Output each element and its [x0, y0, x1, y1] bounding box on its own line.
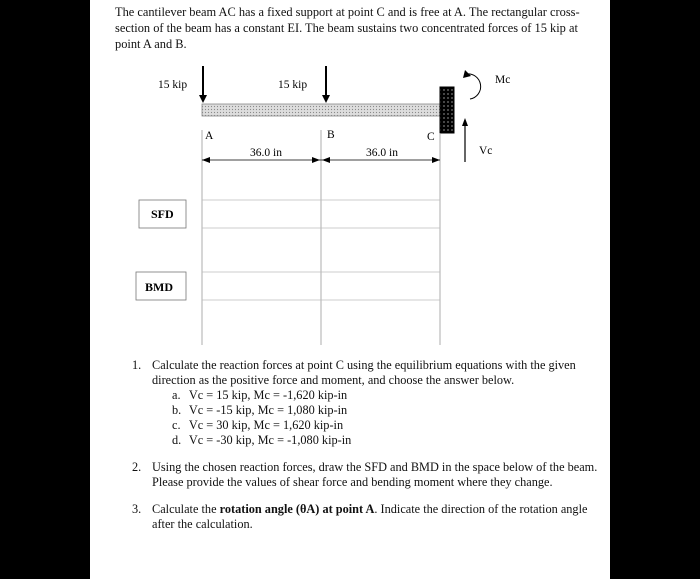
- question-3: [132, 502, 602, 532]
- question-number: 1.: [132, 358, 142, 372]
- fixed-support: [440, 87, 454, 133]
- option-c: c. Vc = 30 kip, Mc = 1,620 kip-in: [172, 418, 344, 432]
- problem-intro: The cantilever beam AC has a fixed support at point C and is free at A. The rectangular cross-section of the beam has a constant EI. The beam sustains two concentrated forces of 15 kip at point A and B.: [115, 5, 580, 51]
- question-text-after: . Indicate the direction of the rotation angle after the calculation.: [152, 502, 588, 531]
- question-1: [132, 358, 602, 448]
- point-c-label: C: [427, 131, 435, 143]
- reaction-arrow: [462, 118, 468, 162]
- question-text-before: Calculate the: [152, 502, 220, 516]
- question-number: 3.: [132, 502, 142, 516]
- question-2: [132, 460, 602, 490]
- document-page: [90, 0, 610, 579]
- question-text: Using the chosen reaction forces, draw the SFD and BMD in the space below of the beam. Please provide the values of shear force and bending moment where they change.: [152, 460, 598, 489]
- sfd-label: SFD: [151, 207, 174, 221]
- moment-arrow: [463, 70, 481, 99]
- point-a-label: A: [205, 130, 214, 142]
- point-b-label: B: [327, 129, 335, 141]
- dim-ab-label: 36.0 in: [250, 147, 282, 159]
- question-text: Calculate the reaction forces at point C using the equilibrium equations with the given direction as the positive force and moment, and choose the answer below.: [152, 358, 576, 387]
- question-text-bold: rotation angle (θA) at point A: [219, 502, 375, 516]
- option-a: a. Vc = 15 kip, Mc = -1,620 kip-in: [172, 388, 348, 402]
- dim-bc-label: 36.0 in: [366, 147, 398, 159]
- question-number: 2.: [132, 460, 142, 474]
- beam: [202, 104, 440, 116]
- question-list: [132, 358, 602, 544]
- bmd-label: BMD: [145, 280, 173, 294]
- moment-label: Mc: [495, 74, 511, 86]
- force-b-label: 15 kip: [278, 79, 308, 91]
- force-arrow-b: [322, 66, 330, 103]
- force-a-label: 15 kip: [158, 79, 188, 91]
- option-d: d. Vc = -30 kip, Mc = -1,080 kip-in: [172, 433, 352, 447]
- option-b: b. Vc = -15 kip, Mc = 1,080 kip-in: [172, 403, 348, 417]
- answer-options: [152, 388, 602, 448]
- force-arrow-a: [199, 66, 207, 103]
- reaction-label: Vc: [479, 145, 493, 157]
